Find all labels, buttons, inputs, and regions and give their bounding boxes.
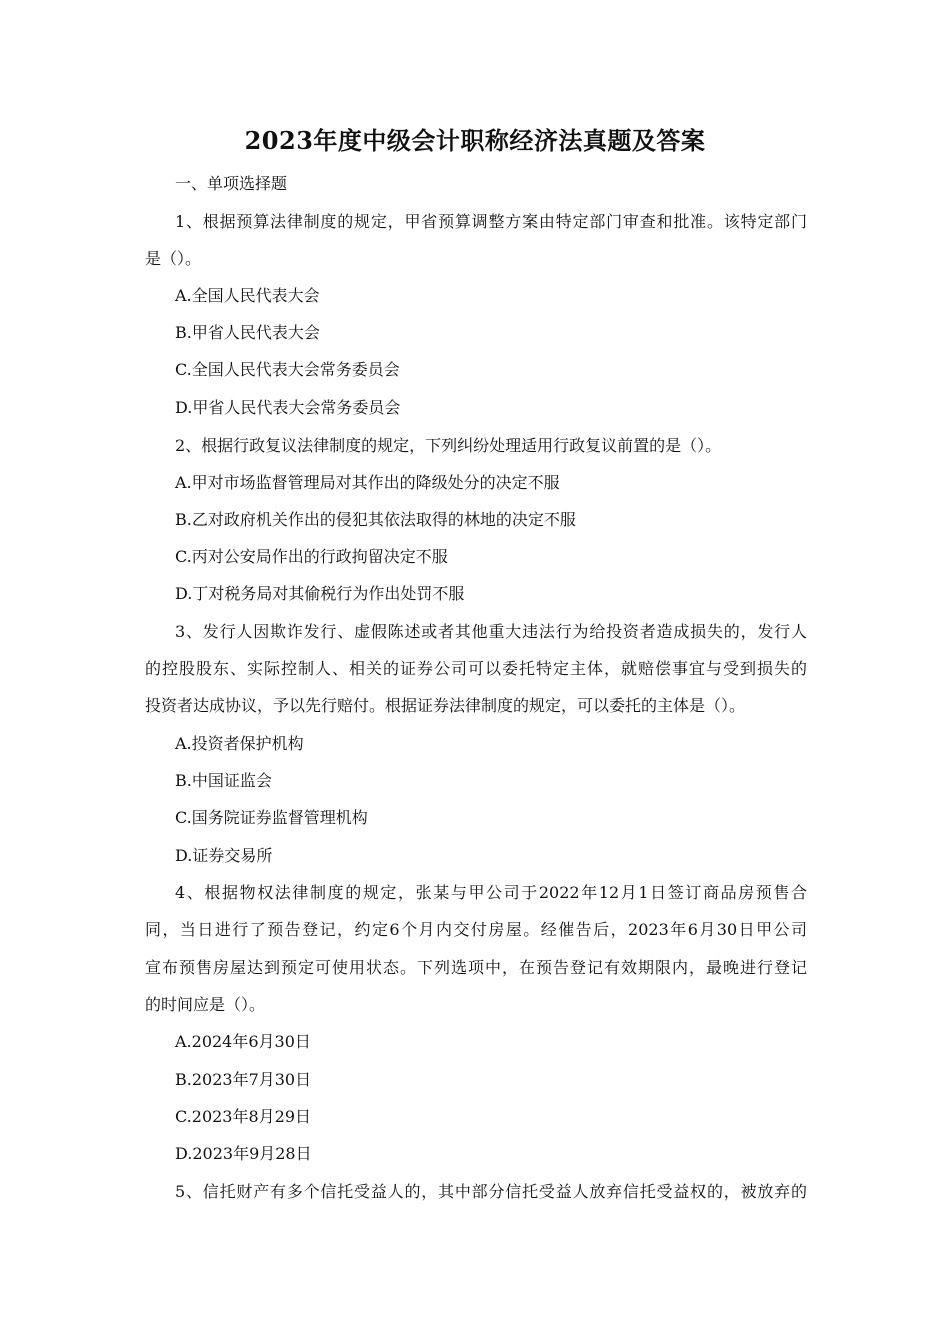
question-1-option-b: B.甲省人民代表大会 (175, 323, 320, 342)
question-1-option-d: D.甲省人民代表大会常务委员会 (175, 398, 401, 417)
question-4-line-3: 宣布预售房屋达到预定可使用状态。下列选项中，在预告登记有效期限内，最晚进行登记 (145, 958, 807, 977)
question-5-line-1: 5、信托财产有多个信托受益人的，其中部分信托受益人放弃信托受益权的，被放弃的 (175, 1182, 807, 1201)
question-4-option-a: A.2024年6月30日 (175, 1032, 311, 1051)
question-4-option-d: D.2023年9月28日 (175, 1144, 312, 1163)
question-3-line-1: 3、发行人因欺诈发行、虚假陈述或者其他重大违法行为给投资者造成损失的，发行人 (175, 622, 807, 641)
question-2-option-b: B.乙对政府机关作出的侵犯其依法取得的林地的决定不服 (175, 510, 576, 529)
question-4-line-1: 4、根据物权法律制度的规定，张某与甲公司于2022年12月1日签订商品房预售合 (175, 883, 807, 902)
question-1-line-1: 1、根据预算法律制度的规定，甲省预算调整方案由特定部门审查和批准。该特定部门 (175, 212, 807, 231)
question-3-line-2: 的控股股东、实际控制人、相关的证券公司可以委托特定主体，就赔偿事宜与受到损失的 (145, 659, 807, 678)
document-title: 2023年度中级会计职称经济法真题及答案 (244, 126, 706, 155)
question-3-option-c: C.国务院证券监督管理机构 (175, 808, 368, 827)
question-1-line-2: 是（）。 (145, 249, 202, 268)
section-heading: 一、单项选择题 (175, 174, 288, 193)
question-1-option-c: C.全国人民代表大会常务委员会 (175, 360, 400, 379)
question-4-option-b: B.2023年7月30日 (175, 1070, 312, 1089)
question-3-line-3: 投资者达成协议，予以先行赔付。根据证券法律制度的规定，可以委托的主体是（）。 (145, 696, 746, 715)
question-3-option-d: D.证券交易所 (175, 846, 273, 865)
question-2-line-1: 2、根据行政复议法律制度的规定，下列纠纷处理适用行政复议前置的是（）。 (175, 436, 722, 455)
question-4-option-c: C.2023年8月29日 (175, 1107, 312, 1126)
question-3-option-b: B.中国证监会 (175, 771, 272, 790)
question-2-option-a: A.甲对市场监督管理局对其作出的降级处分的决定不服 (175, 473, 560, 492)
question-4-line-4: 的时间应是（）。 (145, 995, 266, 1014)
question-4-line-2: 同，当日进行了预告登记，约定6个月内交付房屋。经催告后，2023年6月30日甲公司 (145, 920, 807, 939)
question-2-option-c: C.丙对公安局作出的行政拘留决定不服 (175, 547, 448, 566)
question-3-option-a: A.投资者保护机构 (175, 734, 304, 753)
question-2-option-d: D.丁对税务局对其偷税行为作出处罚不服 (175, 584, 465, 603)
question-1-option-a: A.全国人民代表大会 (175, 286, 320, 305)
